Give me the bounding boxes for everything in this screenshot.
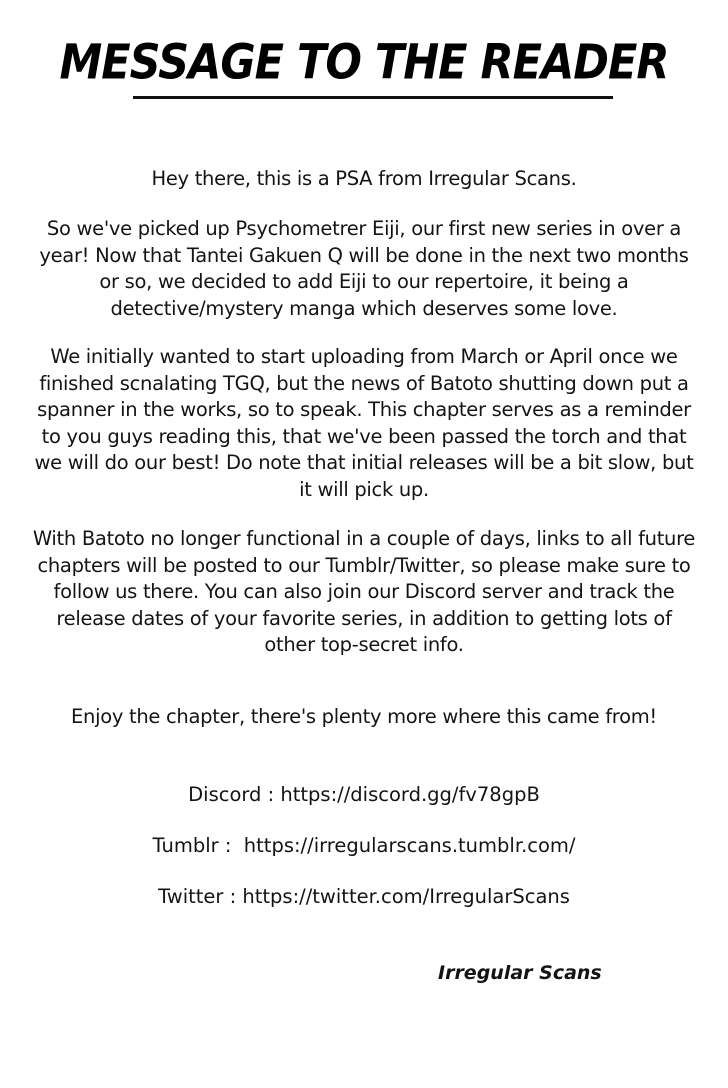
twitter-link: Twitter : https://twitter.com/IrregularScans — [158, 885, 570, 908]
discord-link: Discord : https://discord.gg/fv78gpB — [188, 783, 540, 806]
title-underline — [133, 96, 613, 99]
page-title: MESSAGE TO THE READER — [59, 35, 669, 91]
batoto-news-paragraph: We initially wanted to start uploading from March or April once we finished scnalating TGQ, but the news of Batoto shutting down put a spanner in the works, so to speak. This chapter serves as a reminder to you guys reading this, that we've been passed the torch and that we will do our best! Do note that initial releases will be a bit slow, but it will pick up. — [34, 345, 694, 501]
tumblr-link: Tumblr : https://irregularscans.tumblr.com/ — [152, 834, 576, 857]
enjoy-paragraph: Enjoy the chapter, there's plenty more where this came from! — [71, 705, 657, 728]
signature: Irregular Scans — [438, 962, 602, 984]
links-section — [0, 782, 728, 935]
greeting-paragraph: Hey there, this is a PSA from Irregular Scans. — [151, 167, 577, 190]
new-series-paragraph: So we've picked up Psychometrer Eiji, our first new series in over a year! Now that Tantei Gakuen Q will be done in the next two months or so, we decided to add Eiji to our repertoire, it being a detective/mystery manga which deserves some love. — [39, 217, 689, 320]
follow-us-paragraph: With Batoto no longer functional in a couple of days, links to all future chapters will be posted to our Tumblr/Twitter, so please make sure to follow us there. You can also join our Discord server and track the release dates of your favorite series, in addition to getting lots of other top-secret info. — [32, 527, 696, 657]
